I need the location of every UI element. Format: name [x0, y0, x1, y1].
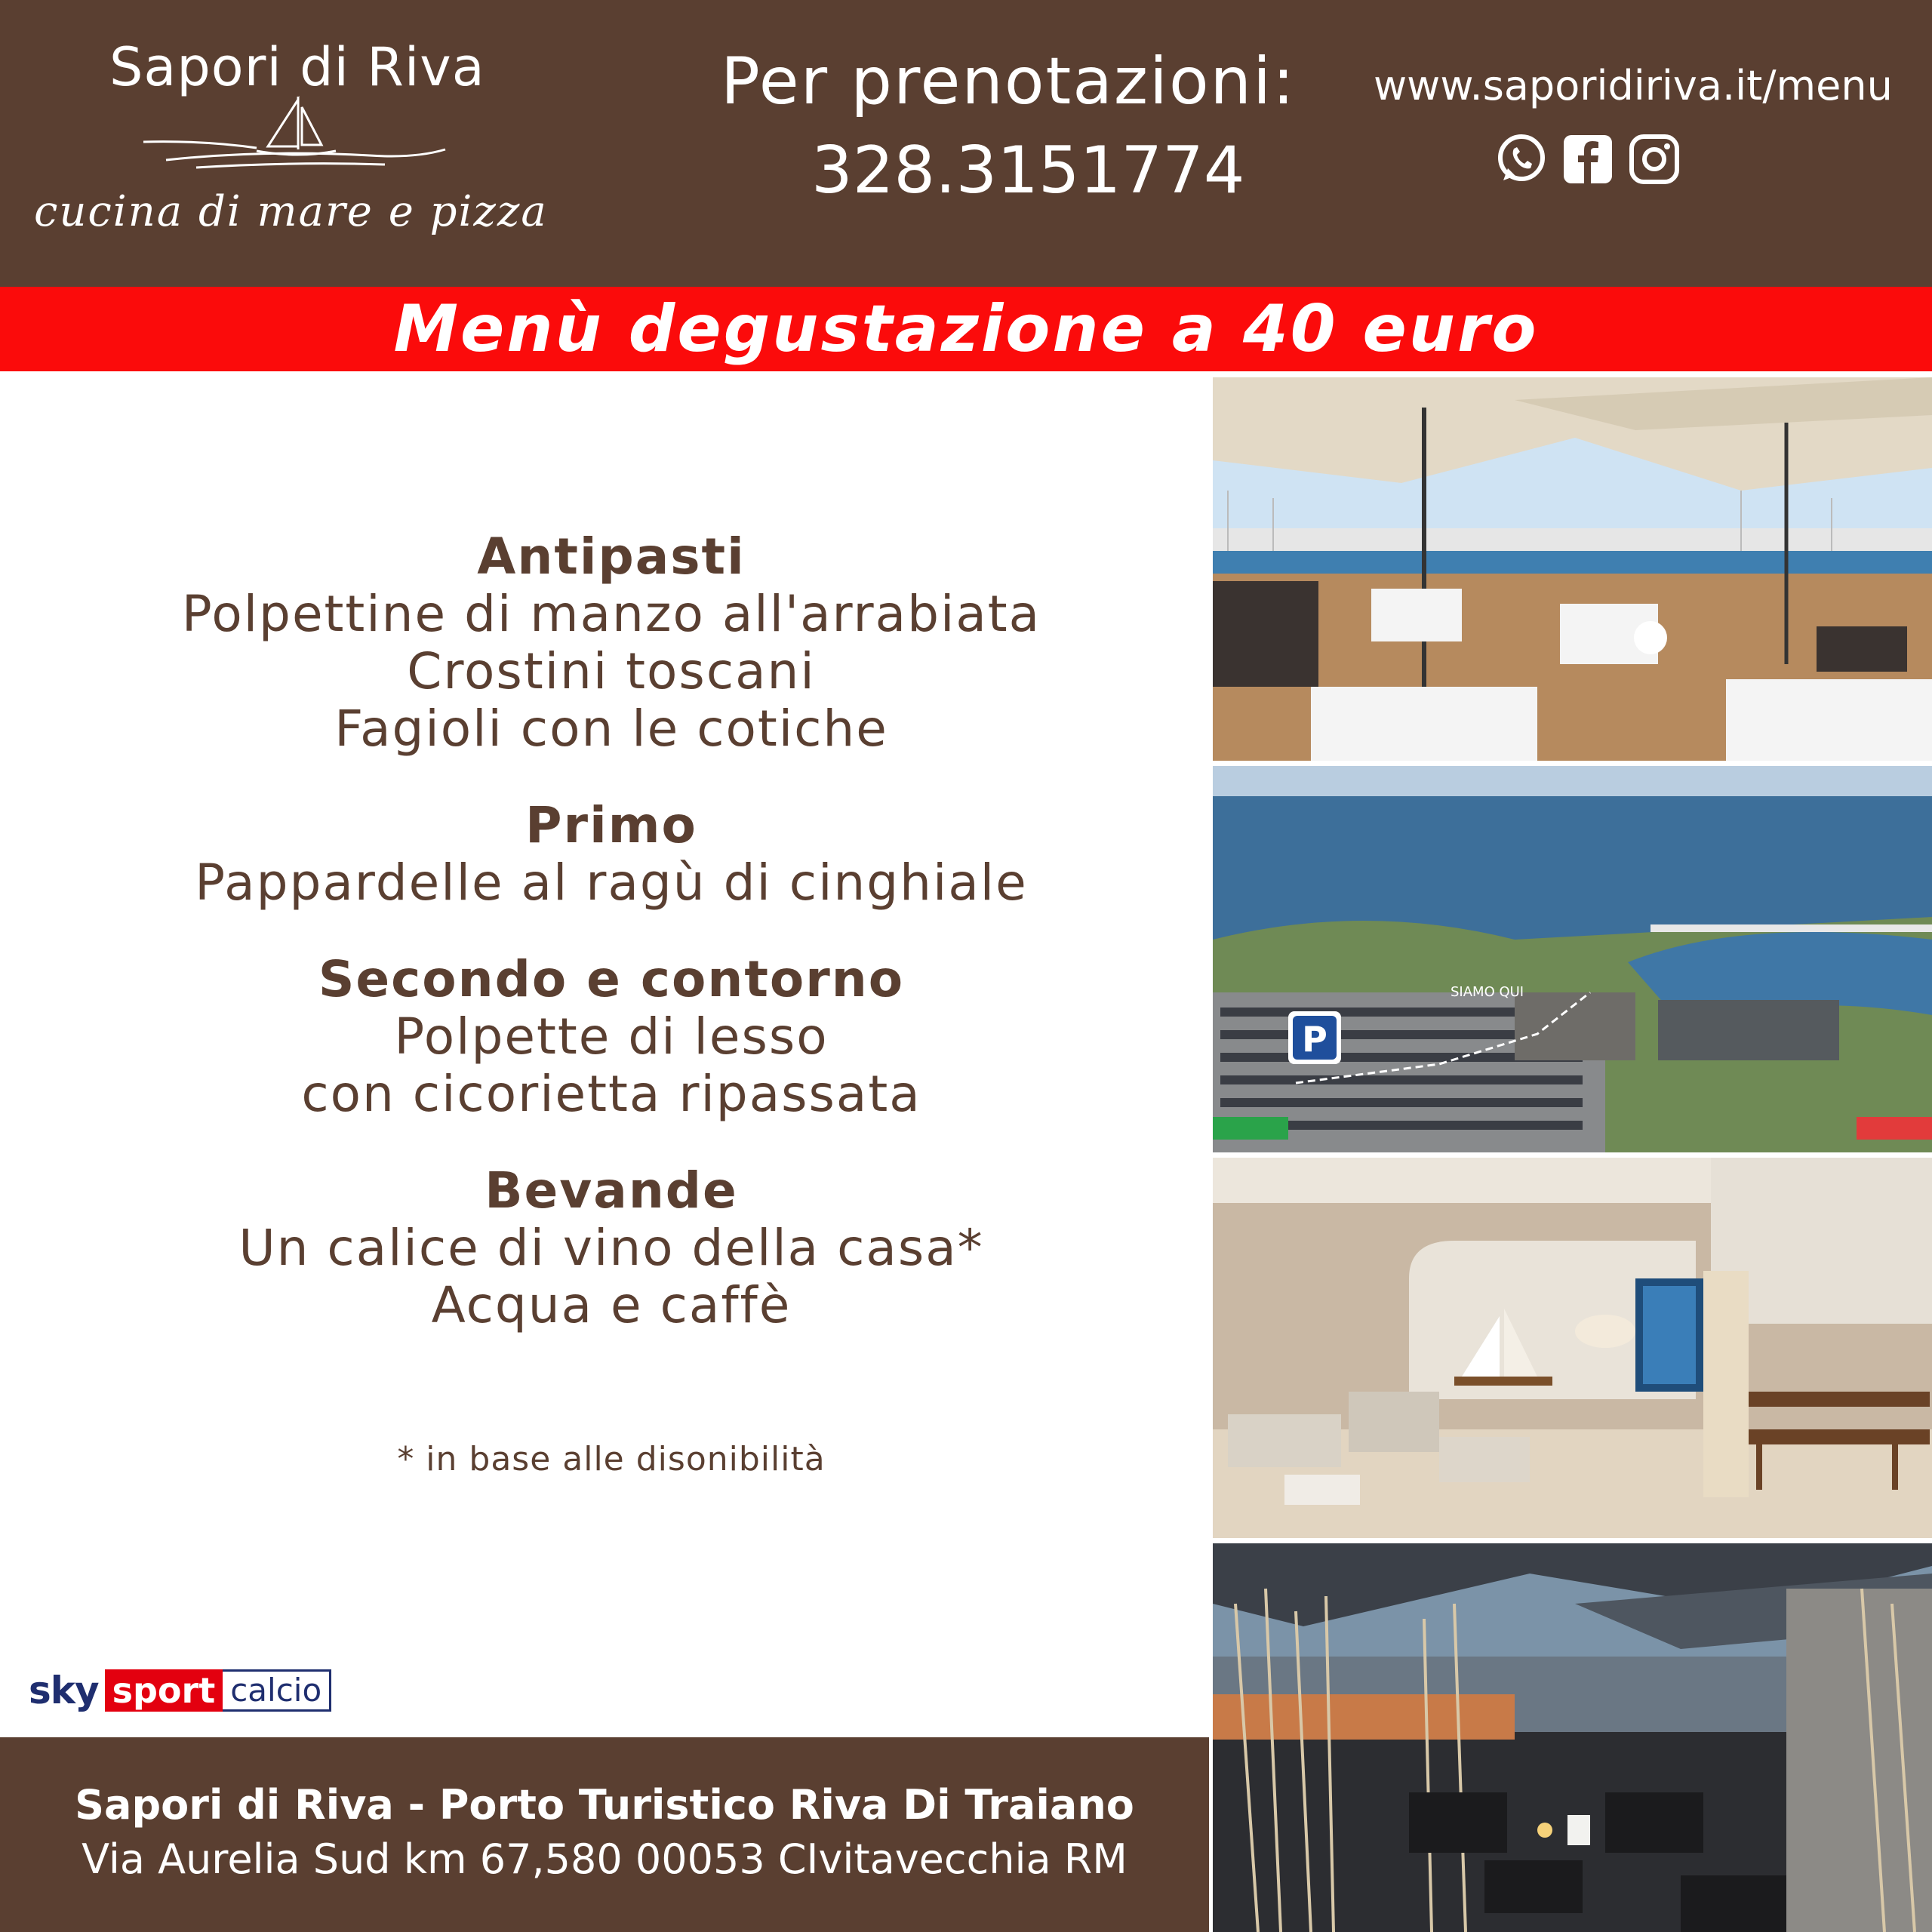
dish-item: Un calice di vino della casa*: [238, 1219, 984, 1277]
dish-item: Pappardelle al ragù di cinghiale: [195, 854, 1028, 912]
sky-sport-calcio-logo: [29, 1669, 331, 1712]
social-links: [1494, 132, 1681, 186]
menu-section-primo: [30, 797, 1192, 912]
menu-section-antipasti: [30, 528, 1192, 758]
header: [0, 0, 1932, 287]
whatsapp-icon[interactable]: [1494, 132, 1549, 186]
dish-item: Polpette di lesso: [394, 1008, 829, 1066]
footer-address: Via Aurelia Sud km 67,580 00053 CIvitavecchia RM: [82, 1835, 1128, 1883]
offer-banner: [0, 287, 1932, 371]
banner-title: Menù degustazione a 40 euro: [393, 291, 1539, 367]
terrace-photo: [1213, 377, 1932, 761]
menu-section-bevande: [30, 1162, 1192, 1334]
logo-title: Sapori di Riva: [109, 36, 485, 98]
sailboat-logo-icon: [143, 89, 453, 172]
facebook-icon[interactable]: [1561, 132, 1615, 186]
website-link[interactable]: www.saporidiriva.it/menu: [1374, 62, 1893, 109]
dish-item: Polpettine di manzo all'arrabiata: [181, 585, 1041, 643]
dish-item: Crostini toscani: [407, 642, 816, 700]
section-title: Bevande: [485, 1161, 738, 1220]
sport-logo-text: sport: [105, 1669, 223, 1712]
section-title: Secondo e contorno: [318, 950, 905, 1008]
menu-section-secondo: [30, 951, 1192, 1123]
dish-item: Fagioli con le cotiche: [334, 700, 888, 758]
section-title: Primo: [525, 796, 697, 854]
sky-logo-text: sky: [29, 1669, 99, 1712]
instagram-icon[interactable]: [1627, 132, 1681, 186]
map-location-label: SIAMO QUI: [1451, 984, 1524, 1000]
logo-tagline: cucina di mare e pizza: [34, 187, 548, 236]
parking-icon: P: [1302, 1019, 1327, 1060]
dish-item: con cicorietta ripassata: [301, 1065, 921, 1123]
booking-label: Per prenotazioni:: [721, 44, 1296, 119]
calcio-logo-text: calcio: [223, 1669, 331, 1712]
night-terrace-photo: [1213, 1543, 1932, 1932]
aerial-map-photo: [1213, 766, 1932, 1152]
section-title: Antipasti: [477, 528, 746, 586]
dish-item: Acqua e caffè: [431, 1276, 792, 1334]
footer-restaurant-name: Sapori di Riva - Porto Turistico Riva Di Traiano: [75, 1781, 1134, 1829]
lounge-photo: [1213, 1158, 1932, 1538]
booking-phone[interactable]: 328.3151774: [811, 133, 1245, 208]
availability-note: * in base alle disonibilità: [397, 1440, 826, 1478]
tasting-menu: [30, 528, 1192, 1374]
footer: [0, 1737, 1209, 1932]
